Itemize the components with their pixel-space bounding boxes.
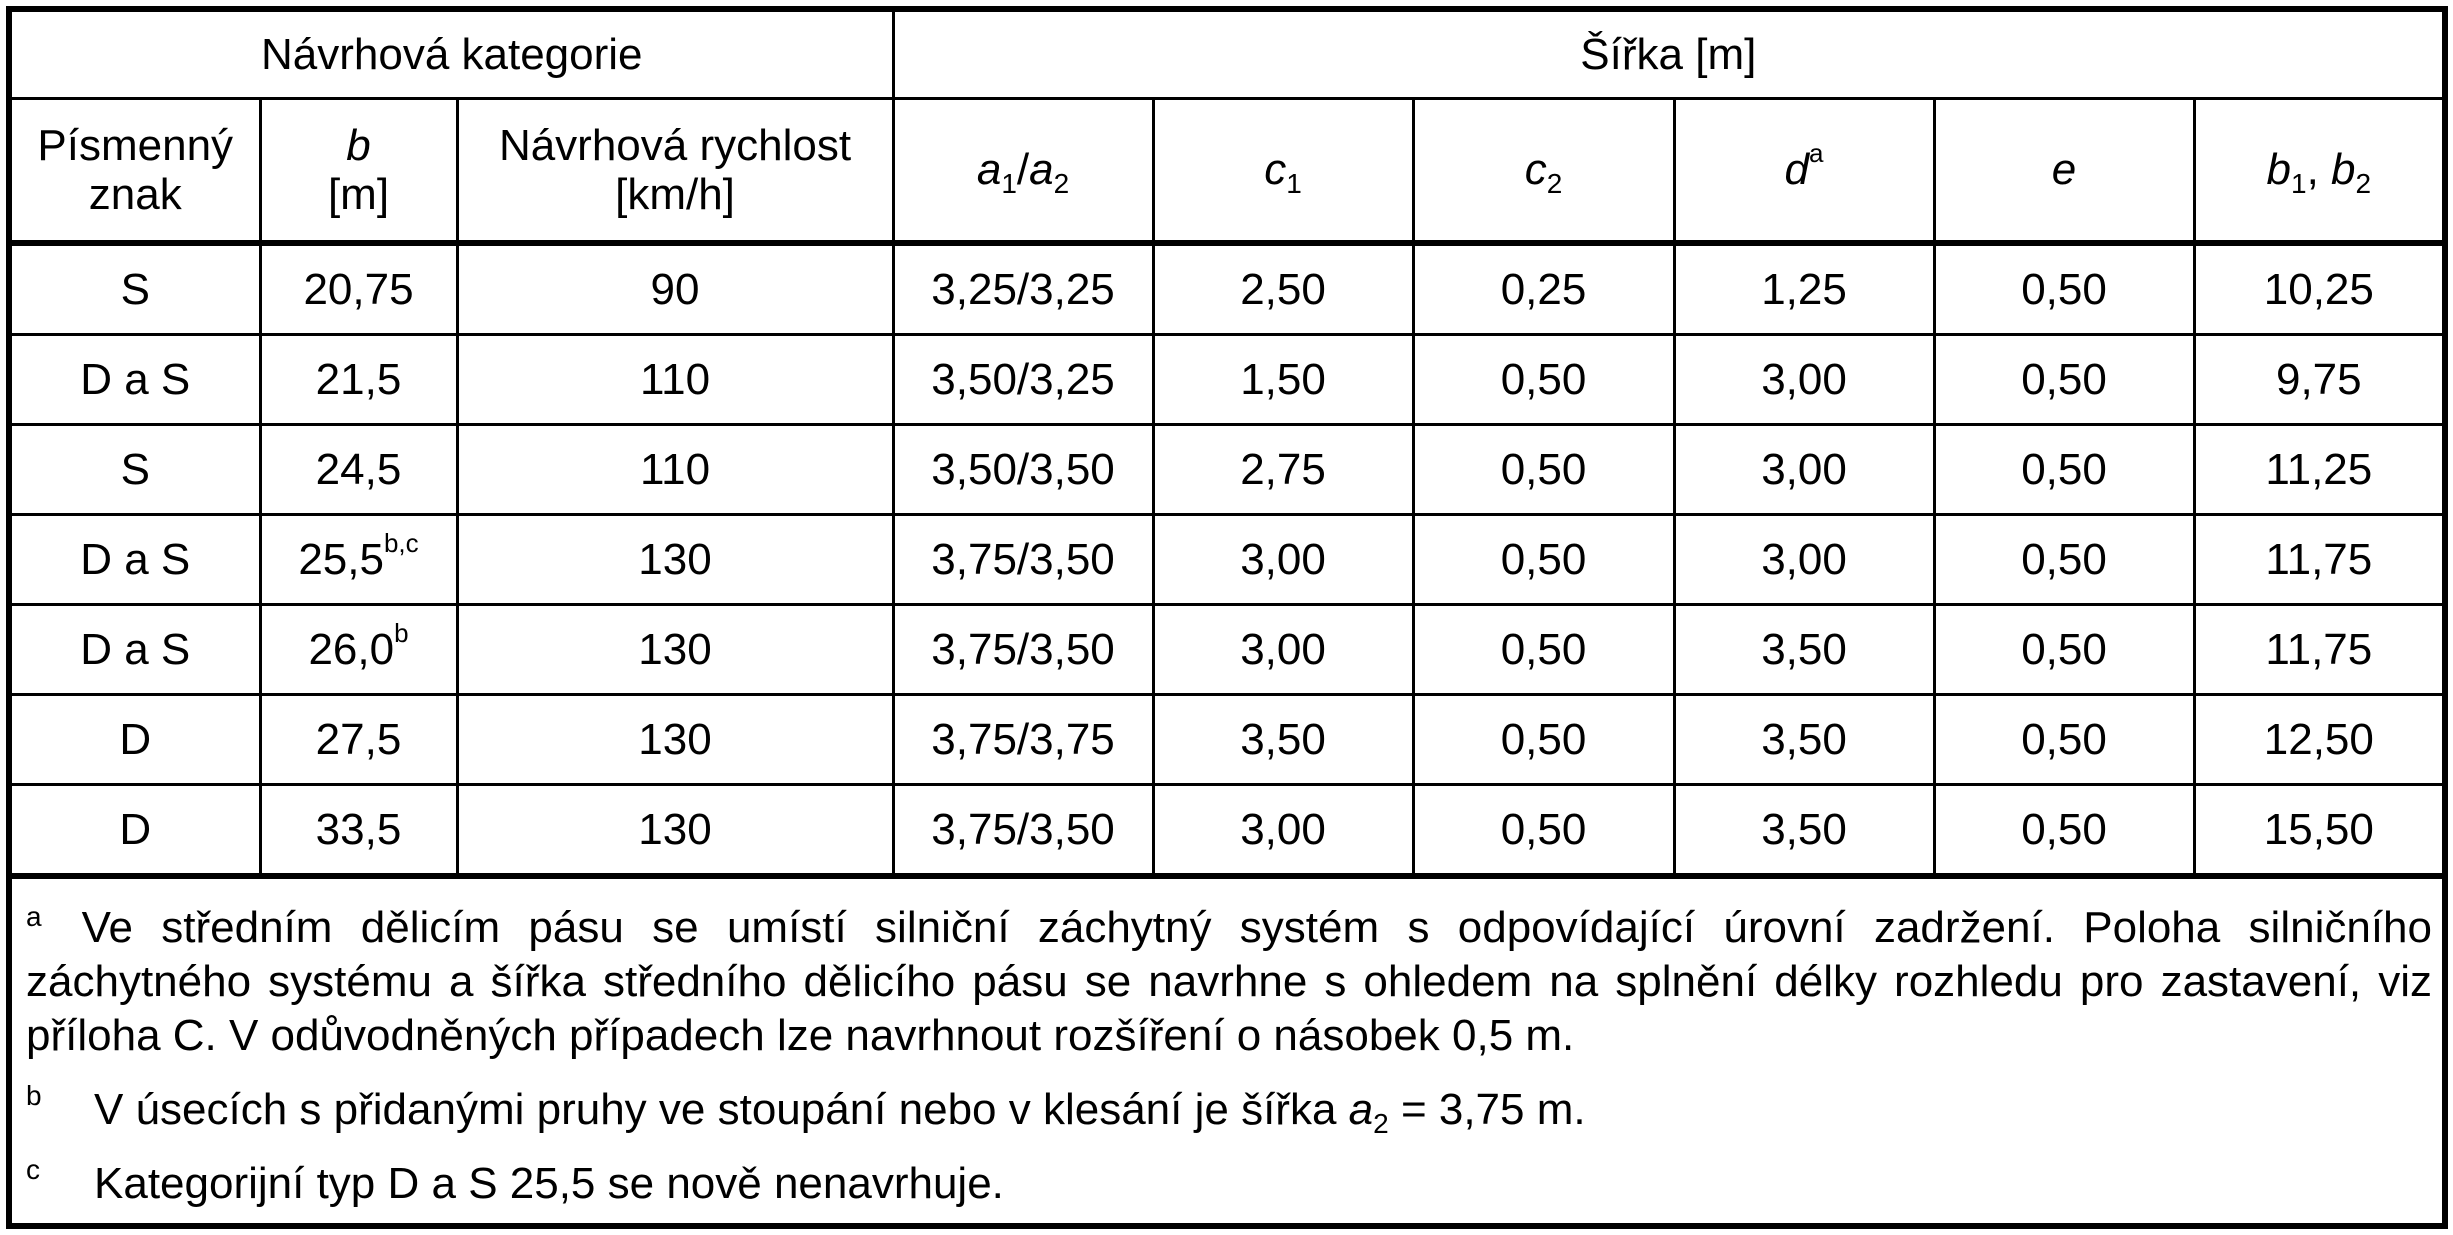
cell-d: 3,00	[1674, 515, 1934, 605]
col-header-c1: $c_1$	[1153, 99, 1413, 244]
cell-b12: 11,75	[2194, 605, 2442, 695]
cell-e: 0,50	[1934, 785, 2194, 877]
cell-e: 0,50	[1934, 335, 2194, 425]
cell-d: 3,00	[1674, 335, 1934, 425]
cell-a: 3,25/3,25	[893, 243, 1153, 335]
cell-c1: 3,00	[1153, 515, 1413, 605]
cell-speed: 130	[457, 605, 893, 695]
column-header-row	[12, 99, 2442, 244]
cell-e: 0,50	[1934, 515, 2194, 605]
cell-e: 0,50	[1934, 425, 2194, 515]
cell-speed: 130	[457, 785, 893, 877]
footnote-b	[26, 1080, 2432, 1139]
cell-speed: 130	[457, 515, 893, 605]
cell-speed: 90	[457, 243, 893, 335]
cell-b12: 15,50	[2194, 785, 2442, 877]
group-header-row	[12, 12, 2442, 99]
cell-a: 3,75/3,50	[893, 605, 1153, 695]
footnote-c	[26, 1154, 2432, 1211]
cell-letter: D a S	[12, 515, 260, 605]
footnote-mark: b	[26, 1080, 42, 1111]
col-header-e: e	[1934, 99, 2194, 244]
cell-c1: 3,00	[1153, 785, 1413, 877]
cell-b12: 11,75	[2194, 515, 2442, 605]
category-table-document	[6, 6, 2448, 1229]
col-header-a1-a2: $a_1/a_2$	[893, 99, 1153, 244]
table-row	[12, 335, 2442, 425]
cell-letter: S	[12, 243, 260, 335]
cell-b12: 9,75	[2194, 335, 2442, 425]
table-row	[12, 695, 2442, 785]
cell-speed: 130	[457, 695, 893, 785]
cell-b: 33,5	[260, 785, 457, 877]
table-row	[12, 605, 2442, 695]
cell-d: 3,50	[1674, 605, 1934, 695]
cell-b: 27,5	[260, 695, 457, 785]
cell-c1: 1,50	[1153, 335, 1413, 425]
cell-a: 3,50/3,25	[893, 335, 1153, 425]
cell-b12: 11,25	[2194, 425, 2442, 515]
cell-b: 25,5$^{b,c}$	[260, 515, 457, 605]
footnotes	[12, 879, 2442, 1211]
col-header-d: $d^a$	[1674, 99, 1934, 244]
cell-c1: 2,75	[1153, 425, 1413, 515]
cell-a: 3,50/3,50	[893, 425, 1153, 515]
cell-c2: 0,50	[1413, 515, 1674, 605]
cell-speed: 110	[457, 425, 893, 515]
cell-c2: 0,50	[1413, 605, 1674, 695]
cell-d: 3,00	[1674, 425, 1934, 515]
cell-a: 3,75/3,50	[893, 515, 1153, 605]
cell-d: 1,25	[1674, 243, 1934, 335]
cell-c1: 2,50	[1153, 243, 1413, 335]
cell-letter: S	[12, 425, 260, 515]
cell-c2: 0,50	[1413, 695, 1674, 785]
cell-d: 3,50	[1674, 695, 1934, 785]
width-table	[12, 12, 2442, 879]
col-header-b1-b2: $b_1$, $b_2$	[2194, 99, 2442, 244]
footnote-text: Ve středním dělicím pásu se umístí silniční záchytný systém s odpovídající úrovní zadržení. Poloha silničního záchytného systému a šířka středního dělicího pásu se navrhne s ohledem na splnění délky rozhledu pro zastavení, viz příloha C. V odůvodněných případech lze navrhnout rozšíření o násobek 0,5 m.	[26, 903, 2432, 1060]
cell-letter: D	[12, 695, 260, 785]
footnote-text: Kategorijní typ D a S 25,5 se nově nenavrhuje.	[94, 1159, 1004, 1208]
cell-c2: 0,50	[1413, 425, 1674, 515]
cell-b12: 10,25	[2194, 243, 2442, 335]
cell-letter: D a S	[12, 605, 260, 695]
cell-a: 3,75/3,75	[893, 695, 1153, 785]
footnote-text: V úsecích s přidanými pruhy ve stoupání nebo v klesání je šířka $a_2 = 3,75$ m.	[94, 1085, 1586, 1139]
footnote-a	[26, 901, 2432, 1063]
cell-b: 24,5	[260, 425, 457, 515]
footnote-mark: c	[26, 1154, 40, 1185]
group-header-category: Návrhová kategorie	[12, 12, 893, 99]
col-header-b: b [m]	[260, 99, 457, 244]
cell-a: 3,75/3,50	[893, 785, 1153, 877]
col-header-letter: Písmenný znak	[12, 99, 260, 244]
cell-b: 26,0$^b$	[260, 605, 457, 695]
table-row	[12, 243, 2442, 335]
col-header-speed: Návrhová rychlost [km/h]	[457, 99, 893, 244]
cell-speed: 110	[457, 335, 893, 425]
cell-c2: 0,25	[1413, 243, 1674, 335]
group-header-width: Šířka [m]	[893, 12, 2442, 99]
cell-c2: 0,50	[1413, 785, 1674, 877]
table-row	[12, 425, 2442, 515]
cell-b12: 12,50	[2194, 695, 2442, 785]
cell-d: 3,50	[1674, 785, 1934, 877]
footnote-mark: a	[26, 901, 42, 932]
cell-e: 0,50	[1934, 243, 2194, 335]
cell-e: 0,50	[1934, 695, 2194, 785]
col-header-c2: $c_2$	[1413, 99, 1674, 244]
cell-c2: 0,50	[1413, 335, 1674, 425]
table-row	[12, 785, 2442, 877]
table-row	[12, 515, 2442, 605]
cell-b: 20,75	[260, 243, 457, 335]
cell-b: 21,5	[260, 335, 457, 425]
cell-c1: 3,50	[1153, 695, 1413, 785]
cell-letter: D a S	[12, 335, 260, 425]
cell-letter: D	[12, 785, 260, 877]
cell-e: 0,50	[1934, 605, 2194, 695]
cell-c1: 3,00	[1153, 605, 1413, 695]
